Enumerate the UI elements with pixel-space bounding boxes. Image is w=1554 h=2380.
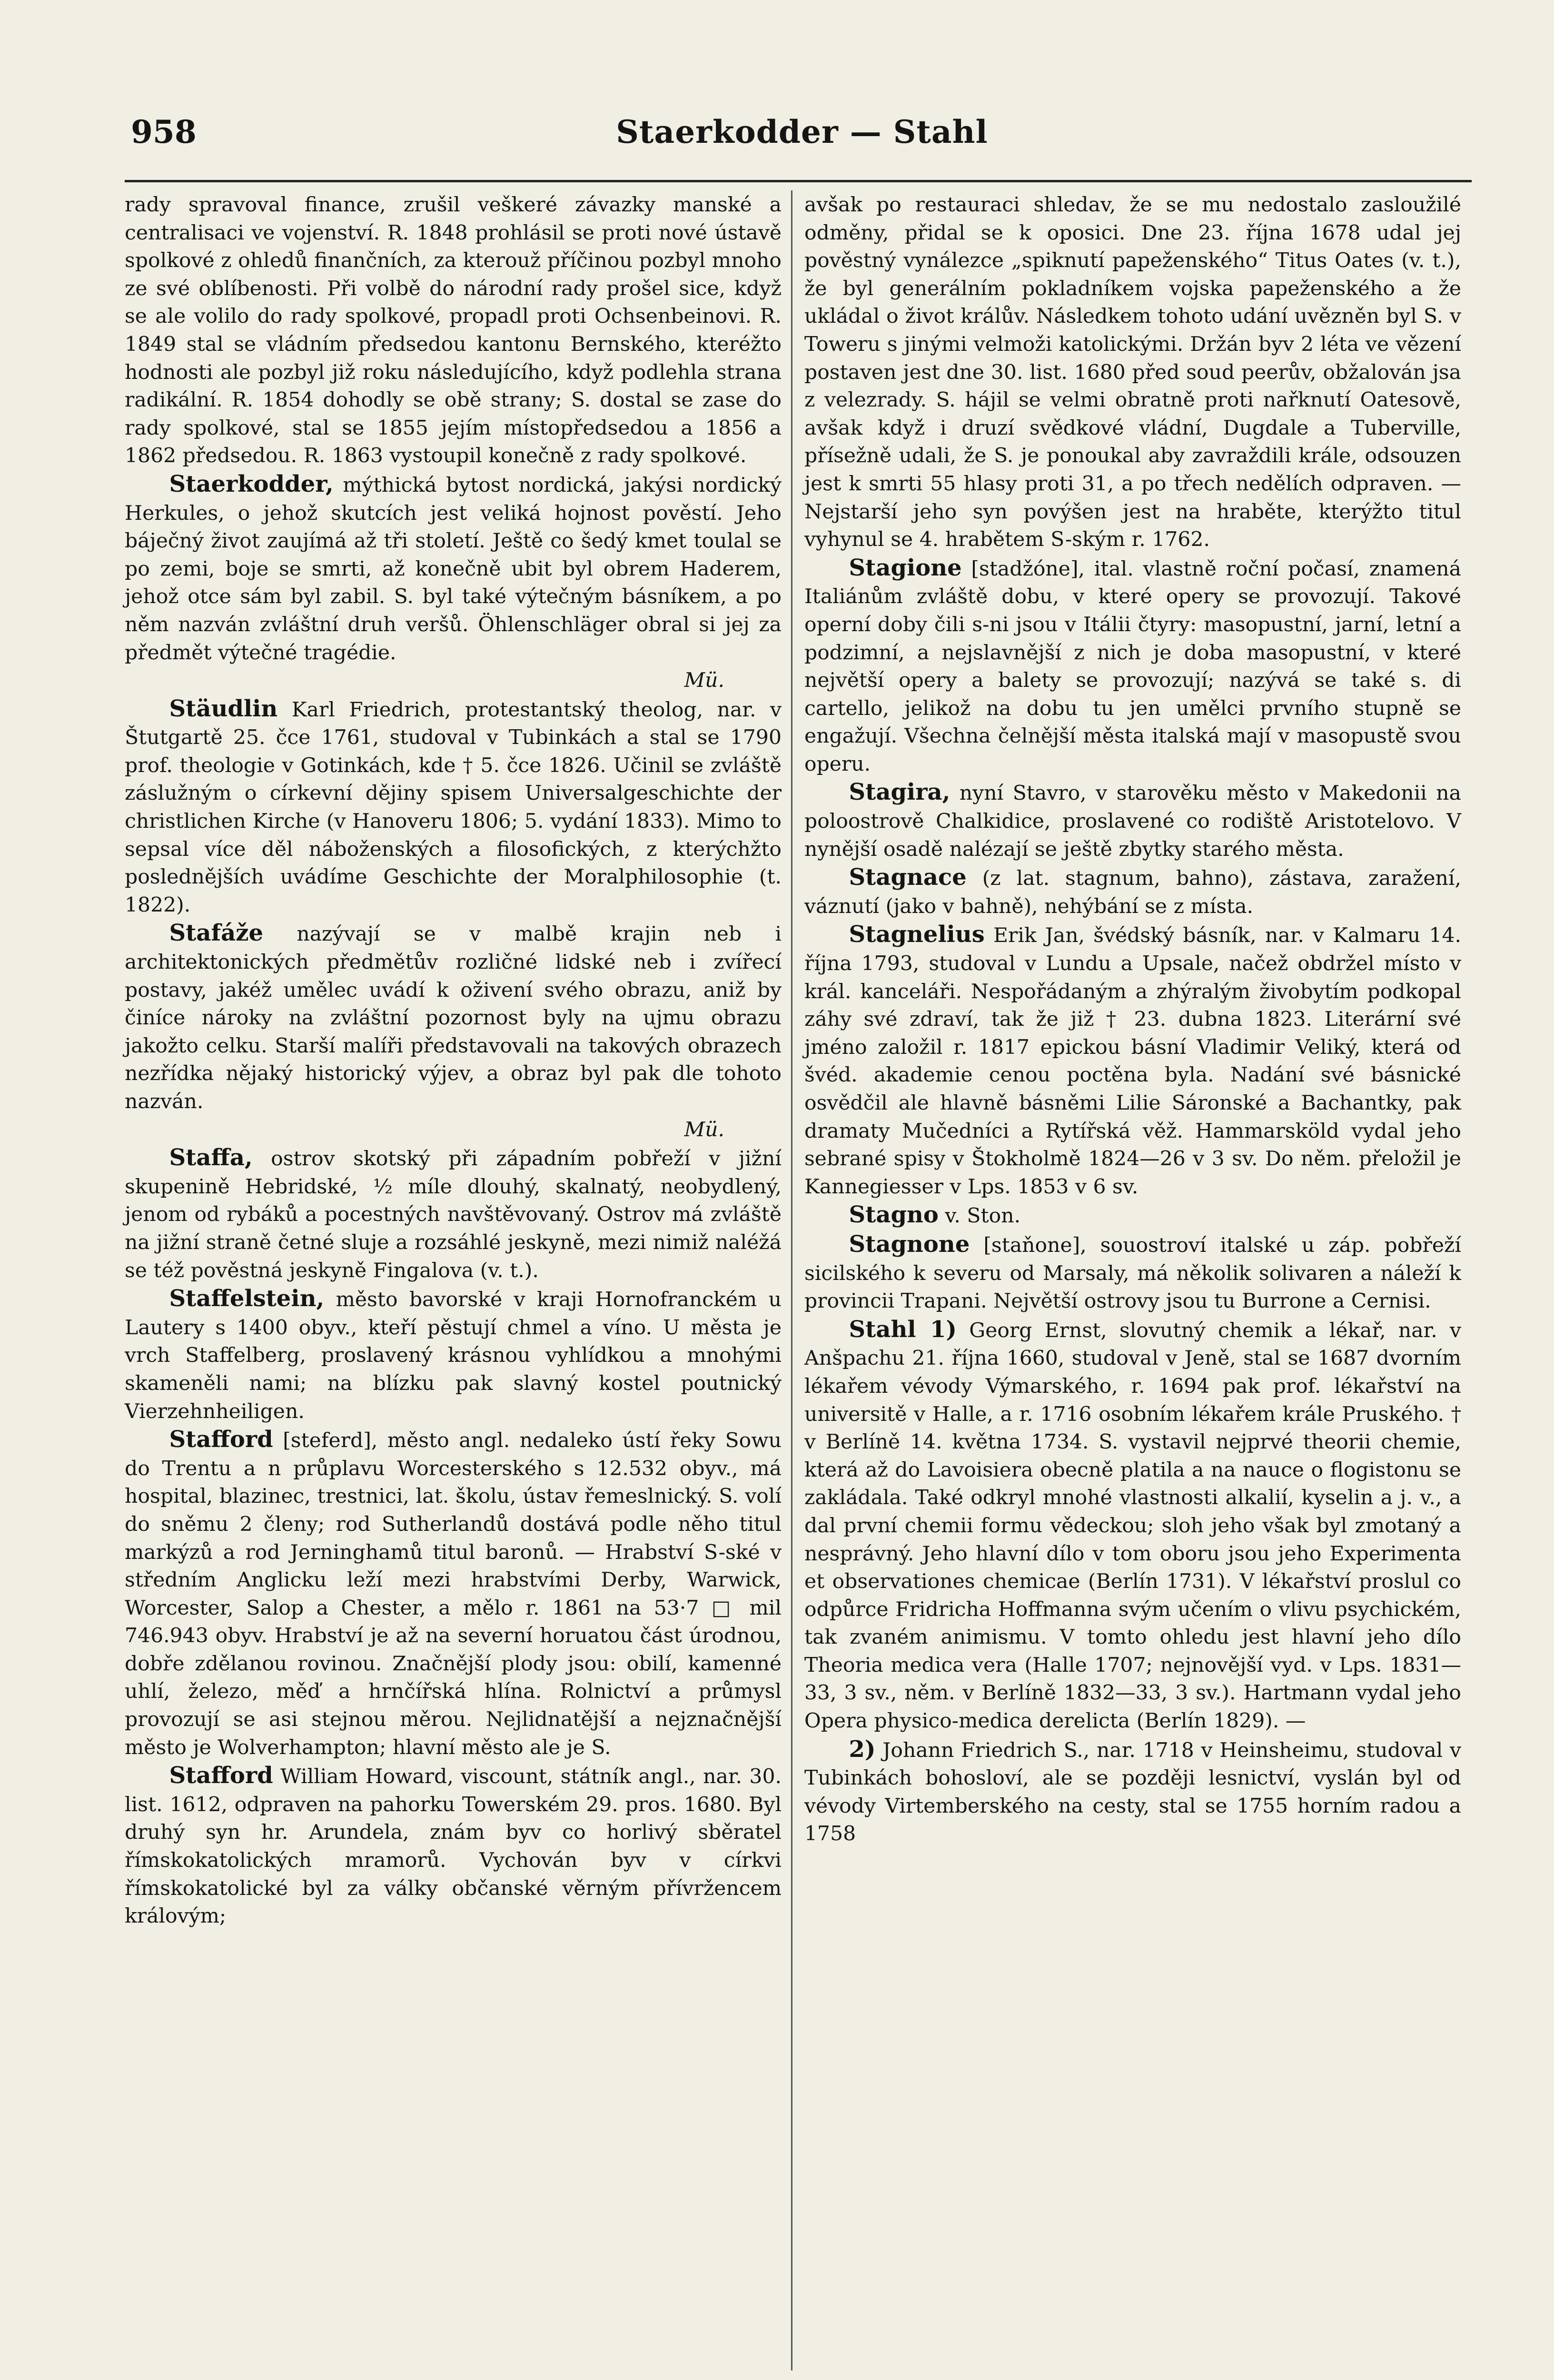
entry-text: William Howard, viscount, státník angl., nar. 30. list. 1612, odpraven na pahorku Towerském 29. pros. 1680. Byl druhý syn hr. Arundela, znám byv co horlivý sběratel římskokatolických mramorů. Vychován byv v církvi římskokatolické byl za války občanské věrným přívržencem královým; [125, 1765, 782, 1928]
author-signature: Mü. [684, 1118, 724, 1141]
entry-staffa [125, 1144, 782, 1285]
entry-headword: Stafáže [169, 920, 263, 947]
entry-text: Erik Jan, švédský básník, nar. v Kalmaru 14. října 1793, studoval v Lundu a Upsale, načež obdržel místo v král. kanceláři. Nespořádaným a zhýralým živobytím podkopal záhy své zdraví, tak že již † 23. dubna 1823. Literární své jméno založil r. 1817 epickou básní Vladimir Veliký, která od švéd. akademie cenou poctěna byla. Nadání své básnické osvědčil ale hlavně básněmi Lilie Sáronské a Bachantky, pak dramaty Mučedníci a Rytířská věž. Hammarsköld vydal jeho sebrané spisy v Štokholmě 1824—26 v 3 sv. Do něm. přeložil je Kannegiesser v Lps. 1853 v 6 sv. [804, 924, 1461, 1199]
right-column [804, 191, 1461, 1848]
entry-staudlin [125, 695, 782, 920]
entry-text: Johann Friedrich S., nar. 1718 v Heinsheimu, studoval v Tubinkách bohosloví, ale se později lesnictví, vyslán byl od vévody Virtemberského na cesty, stal se 1755 horním radou a 1758 [804, 1738, 1461, 1846]
entry-text: [stadžóne], ital. vlastně roční počasí, znamená Italiánům zvláště dobu, v které opery se provozují. Takové operní doby čili s-ni jsou v Itálii čtyry: masopustní, jarní, letní a podzimní, a nejslavnější z nich je doba masopustní, v které největší opery a balety se provozují; nazývá se také s. di cartello, jelikož na dobu tu jen umělci prvního stupně se engažují. Všechna čelnější města italská mají v masopustě svou operu. [804, 557, 1461, 776]
entry-staerkodder [125, 470, 782, 695]
entry-stagione [804, 554, 1461, 779]
entry-cont [125, 191, 782, 470]
entry-stafford2 [125, 1762, 782, 1931]
entry-text: ostrov skotský při západním pobřeží v jižní skupenině Hebridské, ½ míle dlouhý, skalnatý, neobydlený, jenom od rybáků a pocestných navštěvovaný. Ostrov má zvláště na jižní straně četné sluje a rozsáhlé jeskyně, mezi nimiž naléžá se též pověstná jeskyně Fingalova (v. t.). [125, 1147, 782, 1282]
entry-stagnone [804, 1230, 1461, 1316]
entry-headword: Stagno [849, 1201, 939, 1229]
entry-stahl1 [804, 1316, 1461, 1735]
entry-text: město bavorské v kraji Hornofranckém u Lautery s 1400 obyv., kteří pěstují chmel a víno. U města je vrch Staffelberg, proslavený krásnou vyhlídkou a mnohými skameněli nami; na blízku pak slavný kostel poutnický Vierzehnheiligen. [125, 1288, 782, 1423]
entry-stagnelius [804, 921, 1461, 1201]
entry-text: [staňone], souostroví italské u záp. pobřeží sicilského k severu od Marsaly, má několik solivaren a náleží k provincii Trapani. Největší ostrovy jsou tu Burrone a Cernisi. [804, 1233, 1461, 1313]
running-head: Staerkodder — Stahl [616, 113, 988, 150]
entry-headword: Staffelstein, [169, 1285, 325, 1312]
entry-headword: Stäudlin [169, 695, 278, 722]
entry-text: [steferd], město angl. nedaleko ústí řeky Sowu do Trentu a n průplavu Worcesterského s 12.532 obyv., má hospital, blazinec, trestnici, lat. školu, ústav řemeslnický. S. volí do sněmu 2 členy; rod Sutherlandů dostává podle něho titul markýzů a rod Jerninghamů titul baronů. — Hrabství S-ské v středním Anglicku leží mezi hrabstvími Derby, Warwick, Worcester, Salop a Chester, a mělo r. 1861 na 53·7 □ mil 746.943 obyv. Hrabství je až na severní horuatou část úrodnou, dobře zdělanou rovinou. Značnější plody jsou: obilí, kamenné uhlí, železo, měď a hrnčířská hlína. Rolnictví a průmysl provozují se asi stejnou měrou. Nejlidnatější a nejznačnější město je Wolverhampton; hlavní město ale je S. [125, 1429, 782, 1759]
page-header [131, 113, 1473, 170]
entry-text: Karl Friedrich, protestantský theolog, nar. v Štutgartě 25. čce 1761, studoval v Tubinkách a stal se 1790 prof. theologie v Gotinkách, kde † 5. čce 1826. Učinil se zvláště záslužným o církevní dějiny spisem Universalgeschichte der christlichen Kirche (v Hanoveru 1806; 5. vydání 1833). Mimo to sepsal více děl náboženských a filosofických, z kterýchžto posledněјších uvádíme Geschichte der Moralphilosophie (t. 1822). [125, 698, 782, 917]
entry-text: rady spravoval finance, zrušil veškeré závazky manské a centralisaci ve vojenství. R. 1848 prohlásil se proti nové ústavě spolkové z ohledů finančních, za kterouž příčinou pozbyl mnoho ze své oblíbenosti. Při volbě do národní rady prošel sice, když se ale volilo do rady spolkové, propadl proti Ochsenbeinovi. R. 1849 stal se vládním předsedou kantonu Bernského, kteréžto hodnosti ale pozbyl již roku následujícího, když podlehla strana radikální. R. 1854 dohodly se obě strany; S. dostal se zase do rady spolkové, stal se 1855 jejím místopředsedou a 1856 a 1862 předsedou. R. 1863 vystoupil konečně z rady spolkové. [125, 193, 782, 468]
entry-headword: Stagira, [849, 779, 950, 806]
entry-stagira [804, 778, 1461, 863]
entry-stagnace [804, 863, 1461, 921]
entry-cont [804, 191, 1461, 554]
entry-text: (z lat. stagnum, bahno), zástava, zaražení, váznutí (jako v bahně), nehýbání se z místa. [804, 867, 1461, 918]
entry-stagno [804, 1201, 1461, 1230]
entry-headword: Stagnone [849, 1230, 970, 1258]
entry-text: nyní Stavro, v starověku město v Makedonii na poloostrově Chalkidice, proslavené co rodiště Aristotelovo. V nynější osadě nalézají se ještě zbytky starého města. [804, 782, 1461, 861]
entry-text: avšak po restauraci shledav, že se mu nedostalo zasloužilé odměny, přidal se k oposici. Dne 23. října 1678 udal jej pověstný vynálezce „spiknutí papeženského“ Titus Oates (v. t.), že byl generálním pokladníkem vojska papeženského a že ukládal o život králův. Následkem tohoto udání uvězněn byl S. v Toweru s jinými velmoži katolickými. Držán byv 2 léta ve vězení postaven jest dne 30. list. 1680 před soud peerův, obžalován jsa z velezrady. S. hájil se velmi obratně proti nařknutí Oatesově, avšak když i druzí svědkové vládní, Dugdale a Tuberville, přísežně udali, že S. je ponoukal aby zavraždili krále, odsouzen jest k smrti 55 hlasy proti 31, a po třech nedělích odpraven. — Nejstarší jeho syn povýšen jest na hraběte, kterýžto titul vyhynul se 4. hrabětem S-ským r. 1762. [804, 193, 1461, 552]
entry-headword: Stagione [849, 554, 962, 581]
entry-staffelstein [125, 1285, 782, 1426]
entry-headword: Stahl 1) [849, 1316, 957, 1343]
author-signature: Mü. [684, 669, 724, 693]
entry-text: Georg Ernst, slovutný chemik a lékař, nar. v Anšpachu 21. října 1660, studoval v Jeně, stal se 1687 dvorním lékařem vévody Výmarského, r. 1694 pak prof. lékařství na universitě v Halle, a r. 1716 osobním lékařem krále Pruského. † v Berlíně 14. května 1734. S. vystavil nejprvé theorii chemie, která až do Lavoisiera obecně platila a na nauce o flogistonu se zakládala. Také odkryl mnohé vlastnosti alkalií, kyselin a j. v., a dal první chemii formu vědeckou; sloh jeho však byl zmotaný a nesprávný. Jeho hlavní dílo v tom oboru jsou jeho Experimenta et observationes chemicae (Berlín 1731). V lékařství proslul co odpůrce Fridricha Hoffmanna svým učením o vlivu psychickém, tak zvaném animismu. V tomto ohledu jest hlavní jeho dílo Theoria medica vera (Halle 1707; nejnovější vyd. v Lps. 1831—33, 3 sv., něm. v Berlíně 1832—33, 3 sv.). Hartmann vydal jeho Opera physico-medica derelicta (Berlín 1829). — [804, 1319, 1461, 1733]
entry-text: mýthická bytost nordická, jakýsi nordický Herkules, o jehož skutcích jest veliká hojnost pověstí. Jeho báječný život zaujímá až tři století. Ještě co šedý kmet toulal se po zemi, boje se smrti, až konečně ubit byl obrem Haderem, jehož otce sám byl zabil. S. byl také výtečným básníkem, a po něm nazván zvláštní druh veršů. Öhlenschläger obral si jej za předmět výtečné tragédie. [125, 473, 782, 664]
entry-text: nazývají se v malbě krajin neb i architektonických předmětův rozličné lidské neb i zvířecí postavy, jakéž umělec uvádí k oživení svého obrazu, aniž by činíce nároky na zvláštní pozornost byly na ujmu obrazu jakožto celku. Starší malíři představovali na takových obrazech nezřídka nějaký historický výjev, a obraz byl pak dle tohoto nazván. [125, 922, 782, 1113]
entry-headword: Staerkodder, [169, 470, 334, 497]
entry-headword: Staffa, [169, 1144, 253, 1171]
entry-headword: 2) [849, 1735, 876, 1763]
column-divider [791, 190, 792, 2370]
entry-stahl2 [804, 1735, 1461, 1848]
entry-text: v. Ston. [938, 1204, 1021, 1228]
left-column [125, 191, 782, 1931]
entry-headword: Stafford [169, 1426, 273, 1453]
entry-headword: Stafford [169, 1762, 273, 1789]
entry-headword: Stagnace [849, 864, 967, 891]
entry-stafaze [125, 919, 782, 1144]
page-number: 958 [131, 113, 197, 150]
header-rule [125, 180, 1472, 182]
entry-stafford1 [125, 1426, 782, 1762]
entry-headword: Stagnelius [849, 921, 985, 948]
